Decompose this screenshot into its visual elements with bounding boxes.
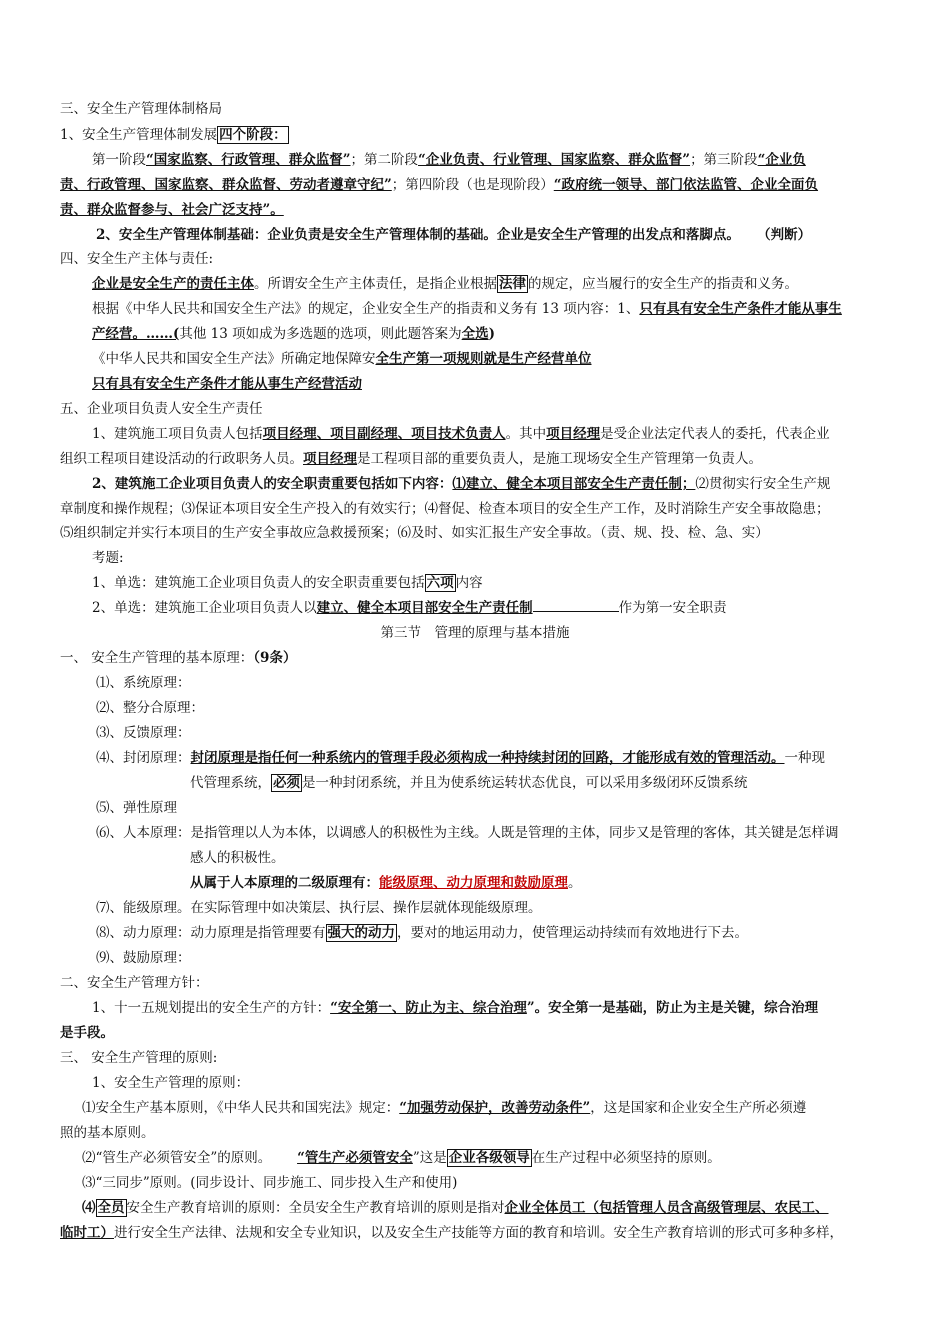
principle-8: ⑻、动力原理：动力原理是指管理要有 强大的动力 ，要对的地运用动力，使管理运动持续而有效地进行下去。 — [96, 925, 748, 941]
section-4-line-5: 只有具有安全生产条件才能从事生产经营活动 — [92, 376, 362, 392]
principle-5: ⑸、弹性原理 — [96, 800, 177, 816]
section-5-1-line-1: 1、建筑施工项目负责人包括项目经理、项目副经理、项目技术负责人。其中项目经理是受企业法定代表人的委托，代表企业 — [92, 426, 830, 442]
principle-3: ⑶、反馈原理： — [96, 725, 191, 741]
section-4-title: 四、安全生产主体与责任: — [60, 251, 214, 267]
section-4-line-4: 《中华人民共和国安全生产法》所确定地保障安全生产第一项规则就是生产经营单位 — [92, 351, 592, 367]
principle-9: ⑼、鼓励原理： — [96, 950, 191, 966]
rule-1-line-1: ⑴安全生产基本原则，《中华人民共和国宪法》规定：“加强劳动保护，改善劳动条件”，这是国家和企业安全生产所必须遵 — [82, 1100, 807, 1116]
policy-title: 二、安全生产管理方针： — [60, 975, 209, 991]
section-5-1-line-2: 组织工程项目建设活动的行政职务人员。项目经理是工程项目部的重要负责人，是施工现场安全生产管理第一负责人。 — [60, 451, 762, 467]
principle-1: ⑴、系统原理： — [96, 675, 191, 691]
section-5-2-line-1: 2、建筑施工企业项目负责人的安全职责重要包括如下内容：⑴建立、健全本项目部安全生产责任制；⑵贯彻实行安全生产规 — [92, 476, 831, 492]
section-4-line-3: 产经营。……(其他 13 项如成为多选题的选项，则此题答案为全选) — [92, 326, 496, 342]
exam-question-2: 2、单选：建筑施工企业项目负责人以建立、健全本项目部安全生产责任制 作为第一安全职责 — [92, 600, 727, 616]
policy-line-1: 1、十一五规划提出的安全生产的方针：“安全第一、防止为主、综合治理”。安全第一是基础，防止为主是关键，综合治理 — [92, 1000, 819, 1016]
principle-4-line-2: 代管理系统， 必须 是一种封闭系统，并且为使系统运转状态优良，可以采用多级闭环反馈系统 — [190, 775, 748, 791]
section-5-title: 五、企业项目负责人安全生产责任 — [60, 401, 263, 417]
principle-7: ⑺、能级原理。在实际管理中如决策层、执行层、操作层就体现能级原理。 — [96, 900, 542, 916]
policy-line-2: 是手段。 — [60, 1025, 114, 1041]
section-heading-chapter-3: 第三节 管理的原理与基本措施 — [380, 625, 570, 641]
exam-question-1: 1、单选：建筑施工企业项目负责人的安全职责重要包括 六项 内容 — [92, 575, 483, 591]
rule-1-line-2: 照的基本原则。 — [60, 1125, 155, 1141]
stages-line-1: 第一阶段“国家监察、行政管理、群众监督”；第二阶段“企业负责、行业管理、国家监察、群众监督”；第三阶段“企业负 — [92, 152, 806, 168]
section-5-2-line-2: 章制度和操作规程；⑶保证本项目安全生产投入的有效实行；⑷督促、检查本项目的安全生产工作，及时消除生产安全事故隐患； — [60, 501, 830, 517]
stages-line-3: 责、群众监督参与、社会广泛支持”。 — [60, 202, 284, 218]
paragraph-3-1: 1、安全生产管理体制发展 四个阶段： — [60, 127, 287, 143]
stages-line-2: 责、行政管理、国家监察、群众监督、劳动者遵章守纪”；第四阶段（也是现阶段）“政府统一领导、部门依法监管、企业全面负 — [60, 177, 819, 193]
rule-4-line-2: 临时工）进行安全生产法律、法规和安全专业知识，以及安全生产技能等方面的教育和培训。安全生产教育培训的形式可多种多样， — [60, 1225, 843, 1241]
rule-4-line-1: ⑷ 全员 安全生产教育培训的原则：全员安全生产教育培训的原则是指对企业全体员工（包括管理人员含高级管理层、农民工、 — [82, 1200, 829, 1216]
principle-2: ⑵、整分合原理： — [96, 700, 204, 716]
section-3-title: 三、安全生产管理体制格局 — [60, 101, 222, 117]
answer-blank — [533, 598, 619, 612]
section-4-line-2: 根据《中华人民共和国安全生产法》的规定，企业安全生产的指责和义务有 13 项内容：1、只有具有安全生产条件才能从事生 — [92, 301, 842, 317]
principles-title: 一、 安全生产管理的基本原理：（9条） — [60, 650, 297, 666]
exam-questions-label: 考题: — [92, 550, 124, 566]
principle-6-line-3: 从属于人本原理的二级原理有：能级原理、动力原理和鼓励原理。 — [190, 875, 582, 891]
section-5-2-line-3: ⑸组织制定并实行本项目的生产安全事故应急救援预案；⑹及时、如实汇报生产安全事故。（责、规、投、检、急、实） — [60, 525, 769, 541]
boxed-text: 四个阶段： — [219, 127, 287, 143]
principles-subtitle: 1、安全生产管理的原则： — [92, 1075, 250, 1091]
section-4-line-1: 企业是安全生产的责任主体。所谓安全生产主体责任，是指企业根据 法律 的规定，应当履行的安全生产的指责和义务。 — [92, 276, 798, 292]
rule-3: ⑶“三同步”原则。(同步设计、同步施工、同步投入生产和使用) — [82, 1175, 458, 1191]
principles-of-management-title: 三、 安全生产管理的原则: — [60, 1050, 218, 1066]
principle-6-line-2: 感人的积极性。 — [190, 850, 285, 866]
principle-6-line-1: ⑹、人本原理：是指管理以人为本体，以调感人的积极性为主线。人既是管理的主体，同步又是管理的客体，其关键是怎样调 — [96, 825, 839, 841]
principle-4-line-1: ⑷、封闭原理：封闭原理是指任何一种系统内的管理手段必须构成一种持续封闭的回路，才能形成有效的管理活动。一种现 — [96, 750, 825, 766]
paragraph-3-2: 2、安全生产管理体制基础：企业负责是安全生产管理体制的基础。企业是安全生产管理的出发点和落脚点。 （判断） — [96, 227, 812, 243]
rule-2: ⑵“管生产必须管安全”的原则。 “管生产必须管安全”这是 企业各级领导 在生产过程中必须坚持的原则。 — [82, 1150, 721, 1166]
